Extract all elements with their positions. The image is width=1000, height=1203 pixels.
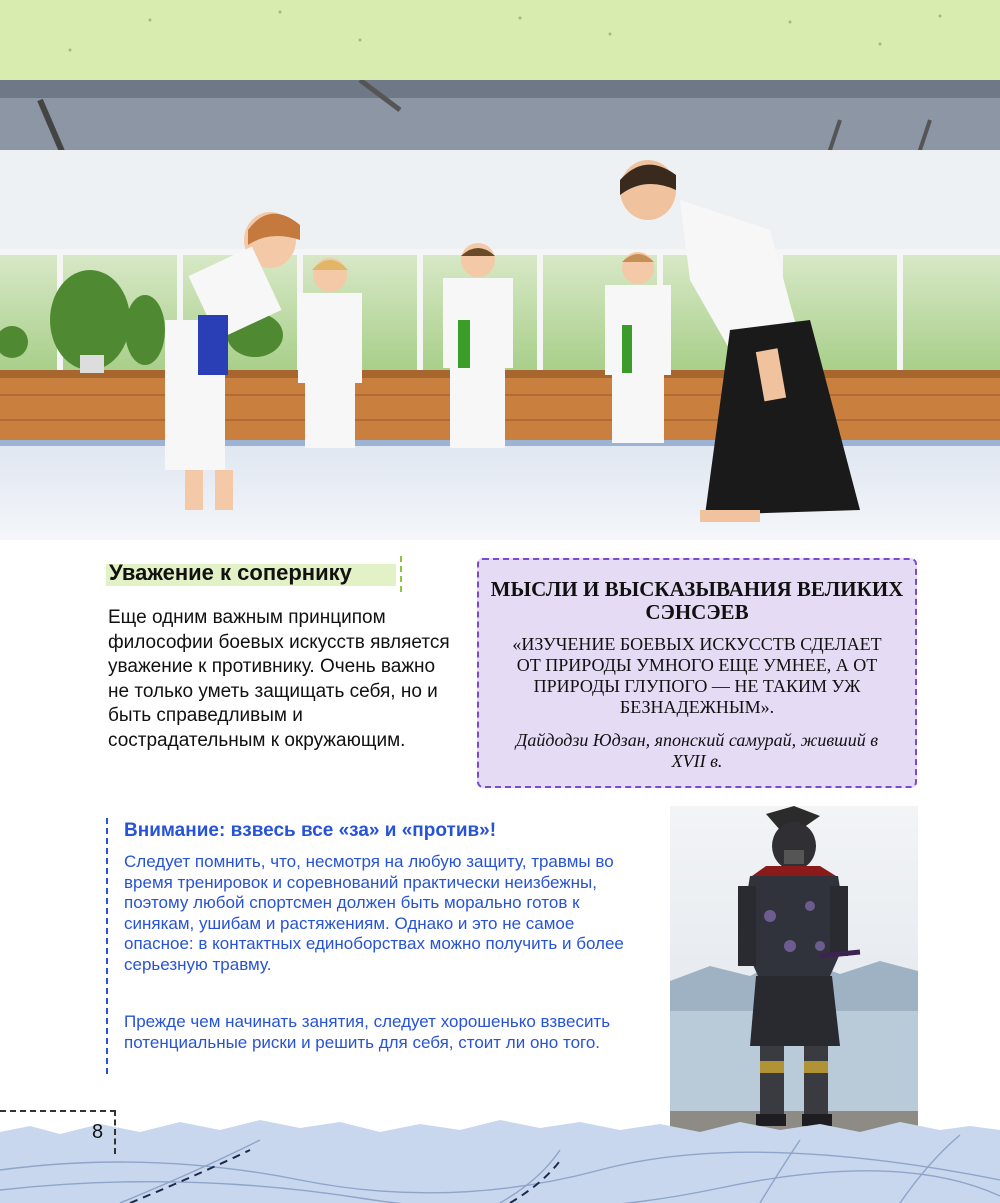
dojo-bowing-photo [0,80,1000,540]
quote-box-title: МЫСЛИ И ВЫСКАЗЫВАНИЯ ВЕЛИКИХ СЭНСЭЕВ [490,577,904,624]
respect-heading: Уважение к сопернику [109,560,352,585]
warning-title: Внимание: взвесь все «за» и «против»! [124,820,497,841]
page-number: 8 [92,1121,104,1143]
warning-block [106,818,638,1074]
bottom-decorative-band [0,1110,1000,1203]
respect-paragraph: Еще одним важным принципом философии боевых искусств является уважение к противнику. Очень важно не только уметь защищать себя, но и быть справедливым и сострадательным к окружающим. [108,607,450,751]
top-decorative-strip [0,0,1000,90]
section-heading-block [106,556,402,592]
warning-paragraph-2: Прежде чем начинать занятия, следует хорошенько взвесить потенциальные риски и решить для себя, стоит ли оно того. [124,1012,611,1052]
quote-author: Дайдодзи Юдзан, японский самурай, живший в XVII в. [515,730,879,771]
warning-paragraph-1: Следует помнить, что, несмотря на любую защиту, травмы во время тренировок и соревнований практически неизбежны, поэтому любой спортсмен должен быть морально готов к синякам, ушибам и растяжениям. Однако и это не самое опасное: в контактных единоборствах можно получить и более серьезную травму. [124,852,624,974]
sensei-quote-box [477,558,917,788]
quote-text: «ИЗУЧЕНИЕ БОЕВЫХ ИСКУССТВ СДЕЛАЕТ ОТ ПРИРОДЫ УМНОГО ЕЩЕ УМНЕЕ, А ОТ ПРИРОДЫ ГЛУПОГО — НЕ ТАКИМ УЖ БЕЗНАДЕЖНЫМ». [512,634,882,717]
samurai-armor-photo [670,806,918,1140]
